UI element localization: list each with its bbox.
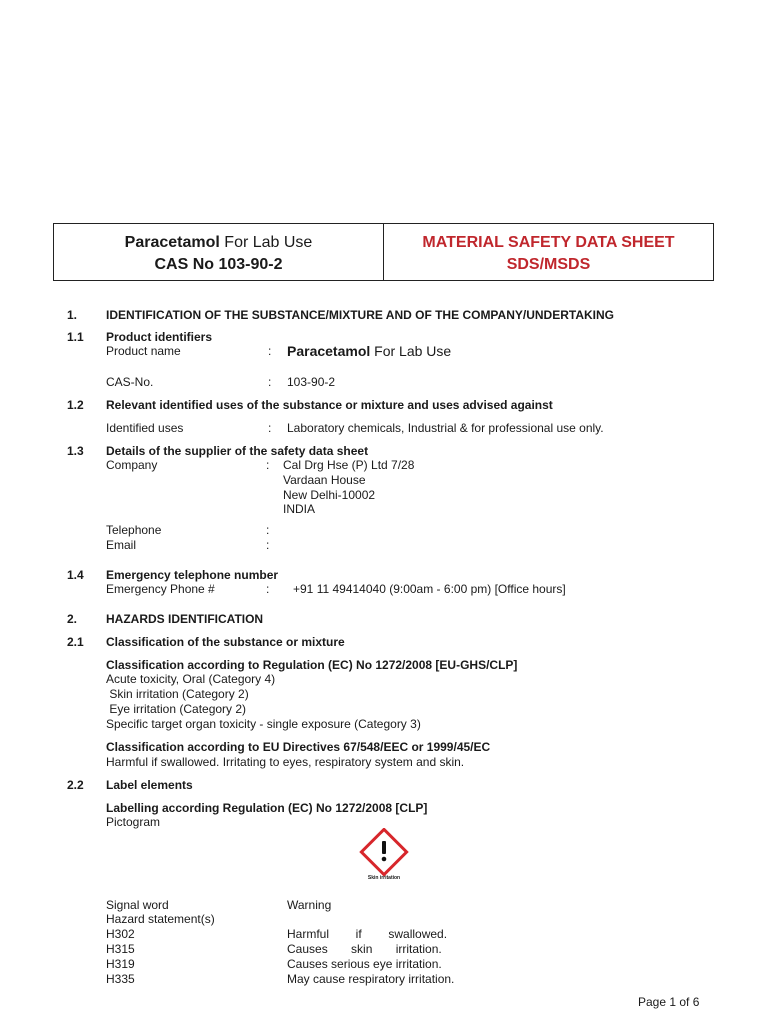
hazard-code: H302 (106, 927, 135, 941)
ghs-classification-heading: Classification according to Regulation (EC) No 1272/2008 [EU-GHS/CLP] (106, 658, 518, 672)
section-1-1-title: Product identifiers (106, 330, 213, 344)
product-name-label: Product name (106, 344, 181, 358)
identified-uses-value: Laboratory chemicals, Industrial & for professional use only. (287, 421, 604, 435)
product-name-value (287, 343, 451, 359)
company-line: Cal Drg Hse (P) Ltd 7/28 (283, 458, 415, 472)
hazard-text: Harmful if swallowed. (287, 927, 448, 941)
section-2-1-title: Classification of the substance or mixture (106, 635, 345, 649)
signal-word-value: Warning (287, 898, 332, 912)
product-name-bold: Paracetamol (287, 343, 371, 359)
msds-title: MATERIAL SAFETY DATA SHEET (422, 234, 675, 251)
header-cas-number: CAS No 103-90-2 (154, 256, 283, 273)
company-line: Vardaan House (283, 473, 366, 487)
telephone-label: Telephone (106, 523, 162, 537)
ghs-classification-line: Specific target organ toxicity - single exposure (Category 3) (106, 717, 421, 731)
ghs-classification-line: Skin irritation (Category 2) (106, 687, 249, 701)
company-label: Company (106, 458, 158, 472)
hazard-text: Causes skin irritation. (287, 942, 442, 956)
hazard-code: H319 (106, 957, 135, 971)
hazard-code: H315 (106, 942, 135, 956)
section-2-2-title: Label elements (106, 778, 193, 792)
email-label: Email (106, 538, 137, 552)
section-1-number: 1. (67, 308, 78, 322)
eu-classification-text: Harmful if swallowed. Irritating to eyes, respiratory system and skin. (106, 755, 465, 769)
section-1-1-number: 1.1 (67, 330, 84, 344)
signal-word-label: Signal word (106, 898, 169, 912)
section-2-number: 2. (67, 612, 78, 626)
section-2-title: HAZARDS IDENTIFICATION (106, 612, 264, 626)
emergency-phone-colon: : (266, 582, 270, 596)
section-1-2-number: 1.2 (67, 398, 84, 412)
company-line: New Delhi-10002 (283, 488, 376, 502)
company-colon: : (266, 458, 270, 472)
telephone-colon: : (266, 523, 270, 537)
cas-label: CAS-No. (106, 375, 154, 389)
hazard-text: Causes serious eye irritation. (287, 957, 442, 971)
hazard-text: May cause respiratory irritation. (287, 972, 455, 986)
company-line: INDIA (283, 502, 316, 516)
email-colon: : (266, 538, 270, 552)
emergency-phone-value: +91 11 49414040 (9:00am - 6:00 pm) [Office hours] (293, 582, 566, 596)
ghs-classification-line: Acute toxicity, Oral (Category 4) (106, 672, 276, 686)
header-box (53, 223, 714, 281)
ghs-classification-line: Eye irritation (Category 2) (106, 702, 247, 716)
section-1-3-number: 1.3 (67, 444, 84, 458)
section-1-title: IDENTIFICATION OF THE SUBSTANCE/MIXTURE AND OF THE COMPANY/UNDERTAKING (106, 308, 614, 322)
section-1-2-title: Relevant identified uses of the substance or mixture and uses advised against (106, 398, 553, 412)
hazard-code: H335 (106, 972, 135, 986)
pictogram-label: Pictogram (106, 815, 161, 829)
hazard-statements-label: Hazard statement(s) (106, 912, 215, 926)
product-name-rest: For Lab Use (370, 343, 452, 359)
section-1-3-title: Details of the supplier of the safety data sheet (106, 444, 369, 458)
page-number: Page 1 of 6 (638, 995, 700, 1009)
header-product-suffix: For Lab Use (219, 234, 313, 251)
cas-value: 103-90-2 (287, 375, 336, 389)
header-product-name: Paracetamol (124, 234, 220, 251)
header-product-line (54, 233, 383, 253)
section-1-4-title: Emergency telephone number (106, 568, 279, 582)
eu-classification-heading: Classification according to EU Directives 67/548/EEC or 1999/45/EC (106, 740, 491, 754)
msds-subtitle: SDS/MSDS (506, 256, 591, 273)
cas-colon: : (268, 375, 272, 389)
product-name-colon: : (268, 344, 272, 358)
section-2-2-number: 2.2 (67, 778, 84, 792)
labelling-heading: Labelling according Regulation (EC) No 1272/2008 [CLP] (106, 801, 428, 815)
identified-uses-colon: : (268, 421, 272, 435)
pictogram-caption: Skin irritation (367, 875, 401, 881)
section-2-1-number: 2.1 (67, 635, 84, 649)
emergency-phone-label: Emergency Phone # (106, 582, 215, 596)
identified-uses-label: Identified uses (106, 421, 184, 435)
section-1-4-number: 1.4 (67, 568, 84, 582)
